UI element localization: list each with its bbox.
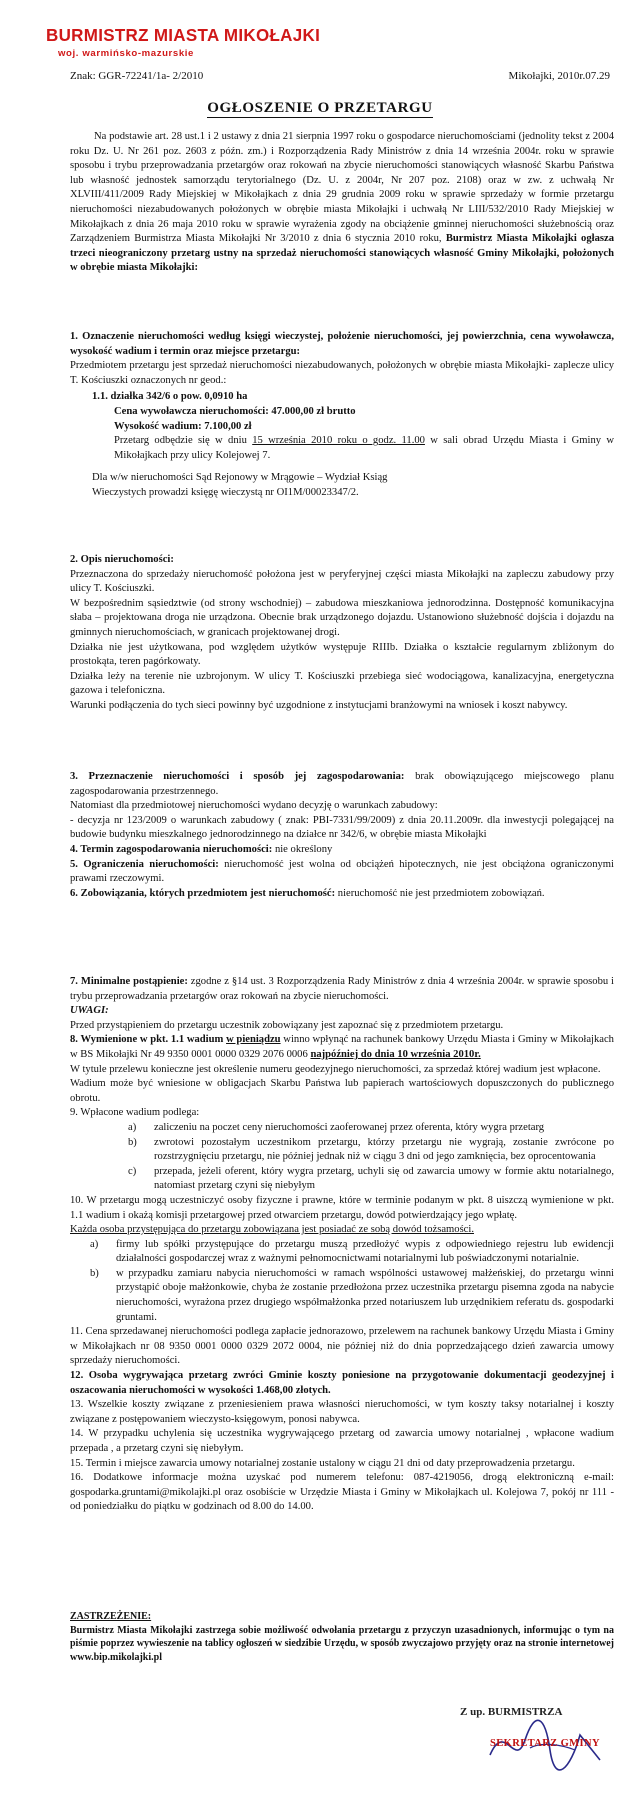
section-7-heading: 7. Minimalne postąpienie: (70, 976, 188, 987)
official-stamp (460, 1700, 640, 1800)
section-10-p1: 10. W przetargu mogą uczestniczyć osoby fizyczne i prawne, które w terminie podanym w pkt. 8 uiszczą wymienione w pkt. 1.1 wadium i okażą komisji przetargowej przed otwarciem przetargu, dowód potwierdzający jego wpłatę. (70, 1194, 614, 1221)
section-2 (70, 553, 614, 714)
remarks-text: Przed przystąpieniem do przetargu uczestnik zobowiązany jest zapoznać się z przedmiotem przetargu. (70, 1019, 504, 1031)
section-1-heading: 1. Oznaczenie nieruchomości według księgi wieczystej, położenie nieruchomości, jej powierzchnia, cena wywoławcza, wysokość wadium i termin oraz miejsce przetargu: (70, 331, 614, 357)
section-5-text: nieruchomość jest wolna od obciążeń hipotecznych, nie jest obciążona ograniczonymi prawami rzeczowymi. (70, 858, 614, 885)
stamp-line-1: Z up. BURMISTRZA (460, 1706, 563, 1718)
auction-place: w sali obrad Urzędu Miasta i Gminy w Mikołajkach przy ulicy Kolejowej 7. (114, 435, 615, 461)
auction-date: 15 września 2010 roku o godz. 11.00 (252, 435, 425, 447)
deposit-amount: Wysokość wadium: 7.100,00 zł (114, 420, 252, 432)
place-date: Mikołajki, 2010r.07.29 (508, 70, 610, 82)
section-3-text: brak obowiązującego miejscowego planu zagospodarowania przestrzennego. (70, 771, 614, 797)
section-8-p2: W tytule przelewu konieczne jest określenie numeru geodezyjnego nieruchomości, za sprzedaż której wadium jest wpłacone. (70, 1063, 601, 1075)
section-7-text: zgodne z §14 ust. 3 Rozporządzenia Rady Ministrów z dnia 4 września 2004r. w sprawie sposobu i trybu przeprowadzania przetargów oraz rokowań na zbycie nieruchomości. (70, 976, 615, 1002)
section-9-list (70, 1121, 614, 1194)
section-9-heading: 9. Wpłacone wadium podlega: (70, 1107, 200, 1119)
reservation-text: Burmistrz Miasta Mikołajki zastrzega sobie możliwość odwołania przetargu z przyczyn uzasadnionych, informując o tym na piśmie poprzez wywieszenie na tablicy ogłoszeń w siedzibie Urzędu, w sposób zwyczajowo przyjęty oraz na stronie internetowej www.bip.mikolajki.pl (70, 1624, 614, 1663)
intro-section (70, 130, 614, 276)
sections-7-16 (70, 975, 614, 1515)
section-3-heading: 3. Przeznaczenie nieruchomości i sposób jej zagospodarowania: (70, 771, 405, 782)
section-4-text: nie określony (274, 843, 333, 855)
sections-3-6 (70, 770, 614, 901)
office-letterhead (46, 26, 320, 59)
section-10-list (70, 1238, 614, 1326)
list-item: a) firmy lub spółki przystępujące do przetargu muszą przedłożyć wypis z odpowiedniego rejestru lub ewidencji działalności gospodarczej wraz z ważnymi pełnomocnictwami notarialnymi lub poświadczonymi notarialnie. (90, 1238, 614, 1265)
section-11: 11. Cena sprzedawanej nieruchomości podlega zapłacie jednorazowo, przelewem na rachunek bankowy Urzędu Miasta i Gminy w Mikołajkach nr 08 9350 0001 0000 0329 2072 0004, nie później niż do dnia poprzedzającego dzień zawarcia umowy sprzedaży nieruchomości. (70, 1326, 614, 1367)
section-6-text: nieruchomość nie jest przedmiotem zobowiązań. (337, 887, 545, 899)
section-5-heading: 5. Ograniczenia nieruchomości: (70, 858, 219, 870)
section-8-p3: Wadium może być wniesione w obligacjach Skarbu Państwa lub papierach wartościowych dopuszczonych do publicznego obrotu. (70, 1078, 614, 1104)
plot-number: 1.1. działka 342/6 o pow. 0,0910 ha (92, 391, 248, 403)
intro-announcement: Burmistrz Miasta Mikołajki ogłasza trzeci nieograniczony przetarg ustny na sprzedaż nieruchomości stanowiących własność Gminy Mikołajki, położonych w obrębie miasta Mikołajki: (70, 233, 614, 274)
section-2-p3: Działka nie jest użytkowana, pod względem użytków występuje RIIIb. Działka o kształcie regularnym zbliżonym do prostokąta, teren pagórkowaty. (70, 641, 614, 668)
list-item: c) przepada, jeżeli oferent, który wygra przetarg, uchyli się od zawarcia umowy w formie aktu notarialnego, natomiast przetarg czyni się niebyłym (128, 1165, 614, 1192)
stamp-line-2: SEKRETARZ GMINY (490, 1738, 600, 1749)
section-14: 14. W przypadku uchylenia się uczestnika wygrywającego przetarg od zawarcia umowy notarialnej , wpłacone wadium przepada , a przetarg czyni się niebyłym. (70, 1428, 614, 1454)
deposit-deadline: najpóźniej do dnia 10 września 2010r. (310, 1048, 481, 1060)
section-6-heading: 6. Zobowiązania, których przedmiotem jest nieruchomość: (70, 887, 336, 899)
page-title: OGŁOSZENIE O PRZETARGU (207, 100, 433, 116)
intro-text: Na podstawie art. 28 ust.1 i 2 ustawy z dnia 21 sierpnia 1997 roku o gospodarce nieruchomościami (jednolity tekst z 2004 roku Dz. U. Nr 261 poz. 2603 z późn. zm.) i Rozporządzenia Rady Ministrów z dnia 14 września 2004r. roku w sprawie sposobu i trybu przeprowadzania przetargów oraz rokowań na zbycie nieruchomości stanowiących własność Skarbu Państwa lub własność jednostek samorządu terytorialnego (Dz. U. z 2004r, Nr 207 poz. 2108) oraz w zw. z uchwałą Nr XLVIII/411/2009 Rady Miejskiej w Mikołajkach z dnia 29 grudnia 2009 roku w sprawie sprzedaży w formie przetargu nieruchomości niezabudowanych położonych w obrębie miasta Mikołajki i uchwałą Nr LIII/532/2010 Rady Miejskiej w Mikołajkach z dnia 26 maja 2010 roku w sprawie wyrażenia zgody na obciążenie gminnej nieruchomości służebnością oraz Zarządzeniem Burmistrza Miasta Mikołajki Nr 3/2010 z dnia 6 stycznia 2010 roku, (70, 131, 614, 245)
reference-number: Znak: GGR-72241/1a- 2/2010 (70, 70, 204, 82)
office-region: woj. warmińsko-mazurskie (58, 48, 194, 59)
deposit-cash: w pieniądzu (226, 1034, 281, 1046)
reservation-label: ZASTRZEŻENIE: (70, 1611, 152, 1622)
section-1 (70, 330, 614, 501)
section-1-line1: Przedmiotem przetargu jest sprzedaż nieruchomości niezabudowanych, położonych w obrębie miasta Mikołajki- zaplecze ulicy T. Kościuszki oznaczonych nr geod.: (70, 360, 614, 386)
section-4-heading: 4. Termin zagospodarowania nieruchomości: (70, 843, 273, 855)
land-register: Dla w/w nieruchomości Sąd Rejonowy w Mrągowie – Wydział Ksiąg Wieczystych prowadzi księgę wieczystą nr OI1M/00023347/2. (92, 472, 388, 498)
section-2-p5: Warunki podłączenia do tych sieci powinny być uzgodnione z instytucjami branżowymi na wniosek i koszt nabywcy. (70, 699, 568, 711)
list-item: b) zwrotowi pozostałym uczestnikom przetargu, którzy przetargu nie wygrają, zostanie zwrócone po rozstrzygnięciu przetargu, nie później jednak niż w ciągu 3 dni od jego zamknięcia, bez oprocentowania (128, 1136, 614, 1163)
section-8-pre: 8. Wymienione w pkt. 1.1 wadium (70, 1034, 224, 1046)
section-10-p2: Każda osoba przystępująca do przetargu zobowiązana jest posiadać ze sobą dowód tożsamości. (70, 1224, 474, 1236)
reservation (70, 1610, 614, 1664)
section-8-account: winno wpłynąć na rachunek bankowy Urzędu Miasta i Gminy w Mikołajkach w BS Mikołajki Nr 49 9350 0001 0000 0329 2076 0006 (70, 1034, 614, 1060)
remarks-label: UWAGI: (70, 1005, 109, 1017)
section-2-p2: W bezpośrednim sąsiedztwie (od strony wschodniej) – zabudowa mieszkaniowa jednorodzinna. Dostępność komunikacyjna słaba – projektowana droga nie urządzona. Obecnie brak urządzonego dojazdu. Ustanowiono służebność dojścia i dojazdu na gminnych nieruchomościach, w granicach projektowanej drogi. (70, 597, 614, 638)
section-3-p3: - decyzja nr 123/2009 o warunkach zabudowy ( znak: PBI-7331/99/2009) z dnia 20.11.2009r. dla inwestycji polegającej na budowie budynku mieszkalnego jednorodzinnego na działce nr 342/6, w obrębie miasta Mikołajki (70, 814, 614, 841)
office-name: BURMISTRZ MIASTA MIKOŁAJKI (46, 25, 321, 46)
section-2-heading: 2. Opis nieruchomości: (70, 554, 174, 565)
list-item: a) zaliczeniu na poczet ceny nieruchomości zaoferowanej przez oferenta, który wygra przetarg (128, 1121, 545, 1133)
list-item: b) w przypadku zamiaru nabycia nieruchomości w ramach wspólności ustawowej małżeńskiej, do przetargu winni przystąpić oboje małżonkowie, chyba że zostanie przedłożona przez uczestnika przetargu pisemna zgoda na nabycie nieruchomości, wyrażona przez drugiego współmałżonka przed notariuszem lub urzędnikiem referatu ds. gospodarki gruntami. (90, 1267, 614, 1323)
auction-date-pre: Przetarg odbędzie się w dniu (114, 435, 247, 447)
section-2-text: Przeznaczona do sprzedaży nieruchomość położona jest w peryferyjnej części miasta Mikołajki na zapleczu zabudowy przy ulicy T. Kościuszki. (70, 568, 614, 595)
section-12: 12. Osoba wygrywająca przetarg zwróci Gminie koszty poniesione na przygotowanie dokumentacji geodezyjnej i oszacowania nieruchomości w wysokości 1.468,00 złotych. (70, 1370, 614, 1396)
section-2-p4: Działka leży na terenie nie uzbrojonym. W ulicy T. Kościuszki przebiega sieć wodociągowa, kanalizacyjna, energetyczna gazowa i telefoniczna. (70, 670, 614, 697)
section-3-p2: Natomiast dla przedmiotowej nieruchomości wydano decyzję o warunkach zabudowy: (70, 800, 438, 812)
starting-price: Cena wywoławcza nieruchomości: 47.000,00 zł brutto (114, 405, 356, 417)
section-16: 16. Dodatkowe informacje można uzyskać pod numerem telefonu: 087-4219056, drogą elektroniczną e-mail: gospodarka.gruntami@mikolajki.pl oraz osobiście w Urzędzie Miasta i Gminy w Mikołajkach ul. Kolejowa 7, pokój nr 111 - od poniedziałku do piątku w godzinach od 8.00 do 14.00. (70, 1472, 614, 1513)
section-15: 15. Termin i miejsce zawarcia umowy notarialnej zostanie ustalony w ciągu 21 dni od daty przeprowadzenia przetargu. (70, 1457, 575, 1469)
section-13: 13. Wszelkie koszty związane z przeniesieniem prawa własności nieruchomości, w tym koszty taksy notarialnej i koszty związane z postępowaniem wieczysto-księgowym, ponosi nabywca. (70, 1399, 614, 1425)
